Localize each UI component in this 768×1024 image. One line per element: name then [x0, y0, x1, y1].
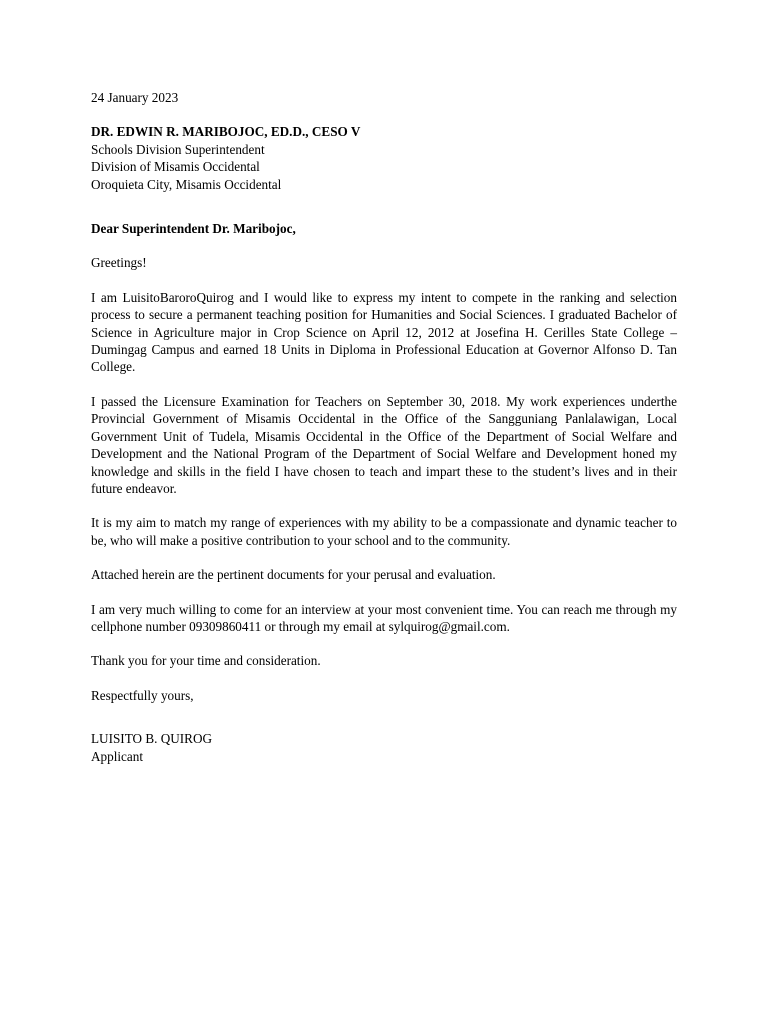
recipient-division: Division of Misamis Occidental [91, 159, 260, 175]
greeting: Greetings! [91, 255, 147, 271]
signature-name: LUISITO B. QUIROG [91, 731, 213, 747]
body-paragraph-contact: I am very much willing to come for an interview at your most convenient time. You can reach me through my cellphone number 09309860411 or through my email at sylquirog@gmail.com. [91, 601, 677, 634]
spacer [91, 497, 677, 514]
spacer [91, 376, 677, 393]
signature-space [91, 704, 677, 730]
letter-date: 24 January 2023 [91, 90, 179, 105]
spacer [91, 584, 677, 601]
closing: Respectfully yours, [91, 687, 194, 703]
spacer [91, 272, 677, 289]
signature-title: Applicant [91, 748, 144, 764]
body-paragraph-thanks: Thank you for your time and consideration. [91, 653, 321, 669]
recipient-position: Schools Division Superintendent [91, 141, 265, 157]
cover-letter [91, 89, 677, 765]
spacer [91, 106, 677, 123]
body-paragraph-aim: It is my aim to match my range of experiences with my ability to be a compassionate and dynamic teacher to be, who will make a positive contribution to your school and to the community. [91, 515, 677, 548]
body-paragraph-experience: I passed the Licensure Examination for Teachers on September 30, 2018. My work experiences underthe Provincial Government of Misamis Occidental in the Office of the Sangguniang Panlalawigan, Local Government Unit of Tudela, Misamis Occidental in the Office of the Department of Social Welfare and Development and the National Program of the Department of Social Welfare and Development honed my knowledge and skills in the field I have chosen to teach and impart these to the student’s lives and in their future endeavor. [91, 393, 677, 496]
body-paragraph-attachments: Attached herein are the pertinent documents for your perusal and evaluation. [91, 567, 496, 583]
recipient-address: Oroquieta City, Misamis Occidental [91, 176, 282, 192]
signature-block [91, 730, 677, 765]
spacer [91, 670, 677, 687]
recipient-block [91, 123, 677, 193]
spacer [91, 237, 677, 254]
recipient-name: DR. EDWIN R. MARIBOJOC, ED.D., CESO V [91, 124, 361, 140]
body-paragraph-intent: I am LuisitoBaroroQuirog and I would like to express my intent to compete in the ranking and selection process to secure a permanent teaching position for Humanities and Social Sciences. I graduated Bachelor of Science in Agriculture major in Crop Science on April 12, 2012 at Josefina H. Cerilles State College – Dumingag Campus and earned 18 Units in Diploma in Professional Education at Governor Alfonso D. Tan College. [91, 289, 677, 375]
spacer [91, 635, 677, 652]
spacer [91, 549, 677, 566]
salutation: Dear Superintendent Dr. Maribojoc, [91, 221, 296, 237]
spacer [91, 193, 677, 220]
